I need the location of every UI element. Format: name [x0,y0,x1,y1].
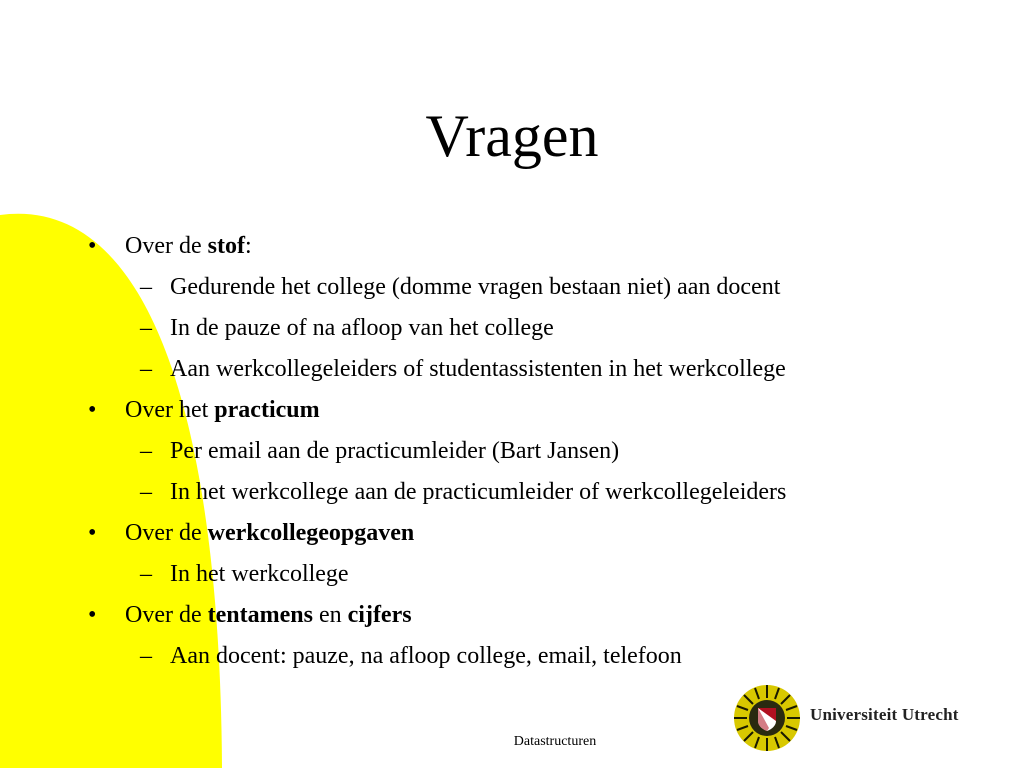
sub-item [88,472,968,513]
sub-marker: – [140,479,152,505]
bullet-text: Over het [125,397,215,423]
sub-marker: – [140,315,152,341]
sub-item [88,554,968,595]
bullet-text: Over de [125,602,208,628]
bullet-item-stof [88,226,968,267]
bullet-keyword: practicum [214,397,320,423]
bullet-text: : [244,233,252,259]
university-seal-icon [732,683,802,753]
university-logo-text: Universiteit Utrecht [810,705,959,724]
sub-item [88,267,968,308]
bullet-marker: • [88,397,97,423]
bullet-item-practicum [88,390,968,431]
sub-marker: – [140,274,152,300]
sub-item [88,349,968,390]
bullet-keyword: stof [207,233,245,259]
sub-item [88,308,968,349]
footer-text: Datastructuren [513,734,597,749]
sub-item [88,636,968,677]
sub-item-text: Aan werkcollegeleiders of studentassistenten in het werkcollege [170,356,786,382]
bullet-text: Over de [125,520,208,546]
sub-item-text: In de pauze of na afloop van het college [170,315,554,341]
sub-marker: – [140,561,152,587]
bullet-keyword: cijfers [347,602,412,628]
sub-item [88,431,968,472]
sub-marker: – [140,643,152,669]
bullet-keyword: werkcollegeopgaven [207,520,415,546]
bullet-keyword: tentamens [207,602,313,628]
sub-item-text: Per email aan de practicumleider (Bart Jansen) [170,438,620,464]
bullet-marker: • [88,520,97,546]
sub-marker: – [140,438,152,464]
sub-marker: – [140,356,152,382]
sub-item-text: Aan docent: pauze, na afloop college, email, telefoon [170,643,682,669]
bullet-list [88,226,968,677]
bullet-item-werkcollegeopgaven [88,513,968,554]
bullet-marker: • [88,233,97,259]
bullet-text: Over de [125,233,208,259]
sub-item-text: Gedurende het college (domme vragen bestaan niet) aan docent [170,274,781,300]
bullet-text: en [312,602,348,628]
sub-item-text: In het werkcollege [170,561,349,587]
bullet-marker: • [88,602,97,628]
bullet-item-tentamens [88,595,968,636]
sub-item-text: In het werkcollege aan de practicumleider of werkcollegeleiders [170,479,787,505]
slide-title: Vragen [425,103,599,169]
